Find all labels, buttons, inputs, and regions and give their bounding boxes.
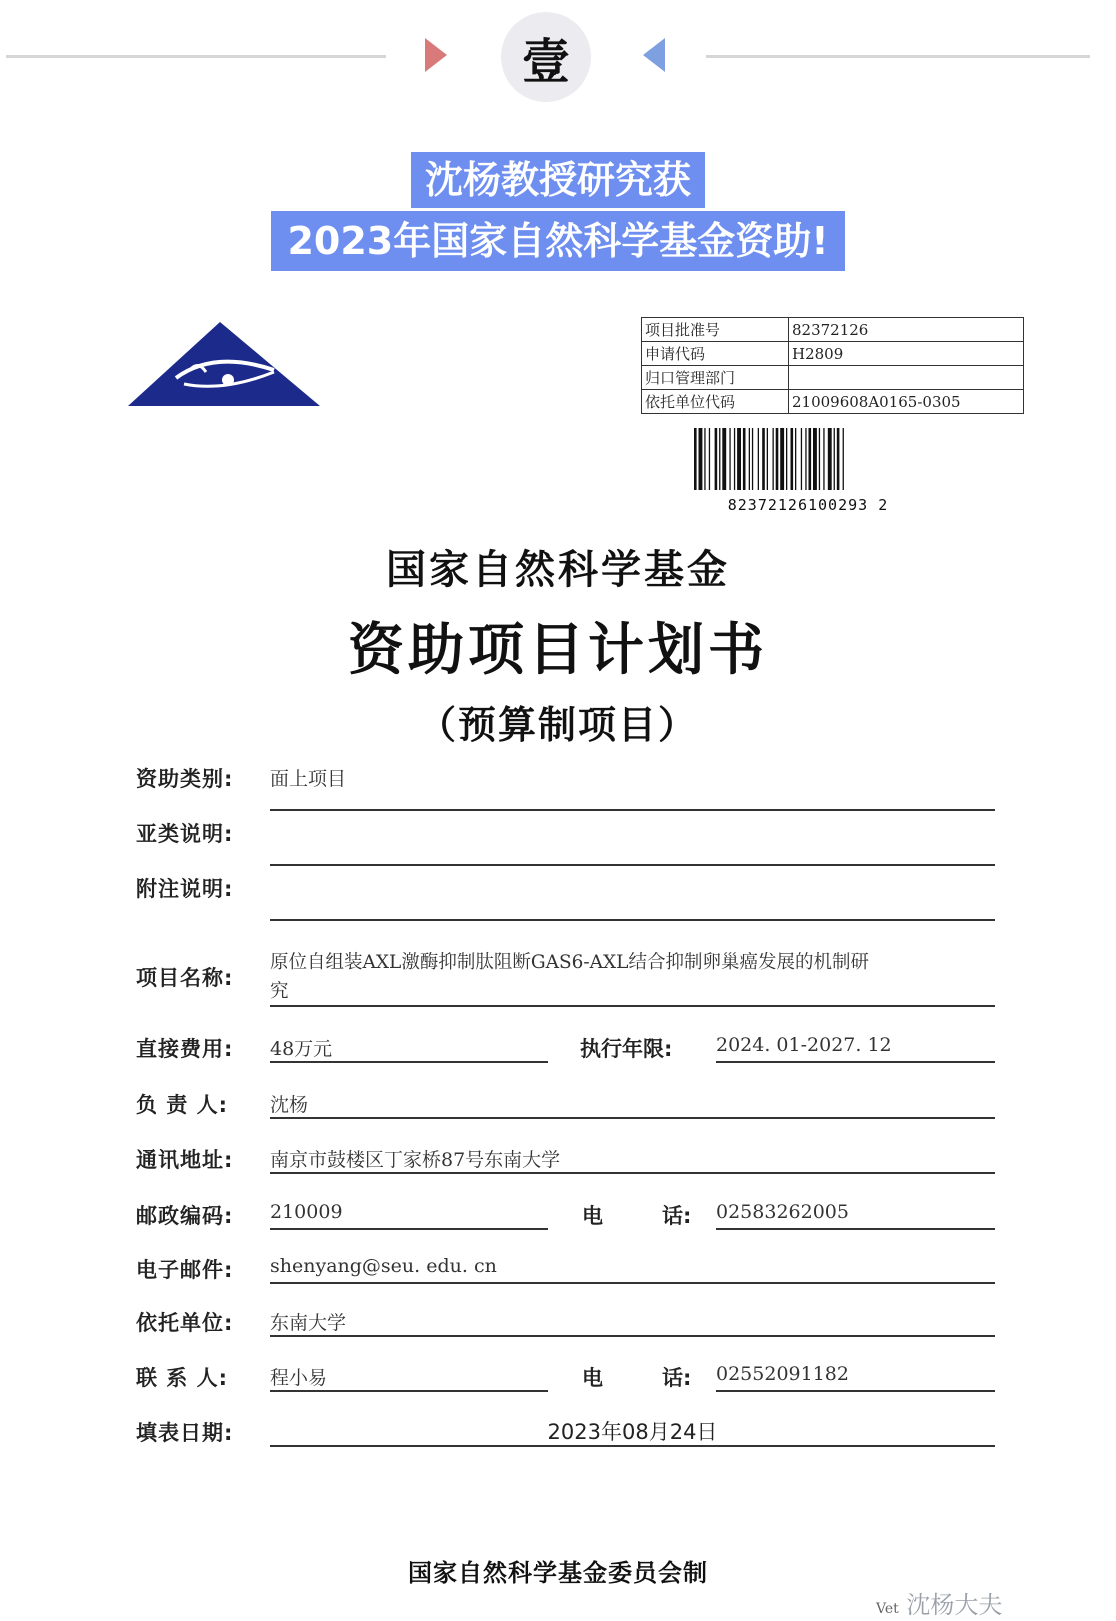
watermark xyxy=(876,1585,1002,1620)
barcode-bar xyxy=(694,428,697,490)
contact-phone-label-part-2: 话: xyxy=(662,1366,692,1390)
subtype-underline xyxy=(270,864,995,866)
info-key: 归口管理部门 xyxy=(642,366,789,390)
address-label: 通讯地址: xyxy=(136,1148,234,1172)
barcode-bar xyxy=(704,428,705,490)
barcode-bar xyxy=(795,428,796,490)
barcode-bar xyxy=(719,428,720,490)
project-info-table xyxy=(641,317,1024,414)
email-label: 电子邮件: xyxy=(136,1258,234,1282)
barcode-bar xyxy=(843,428,844,490)
period-label: 执行年限: xyxy=(580,1037,673,1061)
date-value: 2023年08月24日 xyxy=(547,1420,718,1444)
issuer-footer: 国家自然科学基金委员会制 xyxy=(408,1559,708,1587)
contact-phone-underline xyxy=(716,1390,995,1392)
arrow-left-icon xyxy=(643,38,665,72)
barcode-bar xyxy=(762,428,765,490)
barcode-bar xyxy=(813,428,817,490)
address-value: 南京市鼓楼区丁家桥87号东南大学 xyxy=(270,1149,561,1171)
phone-underline xyxy=(716,1228,995,1230)
barcode-bar xyxy=(722,428,726,490)
table-row xyxy=(642,390,1024,414)
postcode-underline xyxy=(270,1228,548,1230)
barcode-bar xyxy=(734,428,735,490)
email-underline xyxy=(270,1282,995,1284)
funding-type-label: 资助类别: xyxy=(136,767,234,791)
barcode-bar xyxy=(737,428,741,490)
table-row xyxy=(642,366,1024,390)
barcode-bar xyxy=(699,428,703,490)
barcode-bar xyxy=(758,428,759,490)
phone-label-part-1: 电 xyxy=(582,1204,603,1228)
address-underline xyxy=(270,1172,995,1174)
funding-type-value: 面上项目 xyxy=(270,768,347,790)
arrow-right-icon xyxy=(425,38,447,72)
document-title-org: 国家自然科学基金 xyxy=(386,547,730,593)
barcode-bar xyxy=(837,428,840,490)
barcode-icon xyxy=(694,428,922,498)
info-value: 82372126 xyxy=(789,318,1024,342)
barcode-bar xyxy=(773,428,774,490)
contact-phone-label-part-1: 电 xyxy=(582,1366,603,1390)
barcode-bar xyxy=(819,428,820,490)
contact-phone-value: 02552091182 xyxy=(716,1363,849,1385)
barcode-bar xyxy=(801,428,802,490)
postcode-value: 210009 xyxy=(270,1201,343,1223)
barcode-number: 82372126100293 2 xyxy=(727,496,889,514)
info-value: 21009608A0165-0305 xyxy=(789,390,1024,414)
date-label: 填表日期: xyxy=(136,1421,234,1445)
barcode-bar xyxy=(709,428,710,490)
institution-label: 依托单位: xyxy=(136,1311,234,1335)
info-key: 依托单位代码 xyxy=(642,390,789,414)
project-name-line-2: 究 xyxy=(270,981,289,1002)
contact-value: 程小易 xyxy=(270,1367,328,1389)
project-name-label: 项目名称: xyxy=(136,966,234,990)
direct-cost-label: 直接费用: xyxy=(136,1037,234,1061)
contact-underline xyxy=(270,1390,548,1392)
subtype-label: 亚类说明: xyxy=(136,822,234,846)
divider-right xyxy=(706,55,1090,58)
period-value: 2024. 01-2027. 12 xyxy=(716,1034,892,1056)
barcode-bar xyxy=(823,428,824,490)
contact-label: 联 系 人: xyxy=(136,1366,229,1390)
email-value: shenyang@seu. edu. cn xyxy=(270,1255,497,1277)
section-ordinal-badge: 壹 xyxy=(501,12,591,102)
phone-value: 02583262005 xyxy=(716,1201,849,1223)
period-underline xyxy=(716,1061,995,1063)
info-value xyxy=(789,366,1024,390)
headline-line-2: 2023年国家自然科学基金资助! xyxy=(0,211,1116,271)
institution-underline xyxy=(270,1335,995,1337)
pi-label: 负 责 人: xyxy=(136,1093,229,1117)
barcode-bar xyxy=(834,428,835,490)
headline-line-1: 沈杨教授研究获 xyxy=(0,152,1116,208)
watermark-name: 沈杨大夫 xyxy=(906,1591,1003,1619)
document-subtitle: （预算制项目） xyxy=(417,703,698,747)
direct-cost-underline xyxy=(270,1061,548,1063)
barcode-bar xyxy=(780,428,784,490)
phone-label-part-2: 话: xyxy=(662,1204,692,1228)
date-underline xyxy=(270,1445,995,1447)
pi-value: 沈杨 xyxy=(270,1094,309,1116)
info-key: 项目批准号 xyxy=(642,318,789,342)
funding-type-underline xyxy=(270,809,995,811)
institution-value: 东南大学 xyxy=(270,1312,347,1334)
postcode-label: 邮政编码: xyxy=(136,1204,234,1228)
watermark-prefix: Vet xyxy=(876,1601,899,1617)
table-row xyxy=(642,318,1024,342)
note-underline xyxy=(270,919,995,921)
project-name-line-1: 原位自组装AXL激酶抑制肽阻断GAS6-AXL结合抑制卵巢癌发展的机制研 xyxy=(270,952,869,973)
barcode-bar xyxy=(749,428,750,490)
note-label: 附注说明: xyxy=(136,877,234,901)
direct-cost-value: 48万元 xyxy=(270,1038,333,1060)
divider-left xyxy=(6,55,386,58)
barcode-bar xyxy=(743,428,746,490)
barcode-bar xyxy=(767,428,768,490)
project-name-underline xyxy=(270,1005,995,1007)
pi-underline xyxy=(270,1117,995,1119)
barcode-bar xyxy=(809,428,812,490)
info-value: H2809 xyxy=(789,342,1024,366)
barcode-bar xyxy=(729,428,730,490)
table-row xyxy=(642,342,1024,366)
document-title: 资助项目计划书 xyxy=(348,618,768,683)
barcode-bar xyxy=(752,428,753,490)
barcode-bar xyxy=(791,428,794,490)
nsfc-logo-icon xyxy=(124,320,324,412)
barcode-bar xyxy=(828,428,832,490)
info-key: 申请代码 xyxy=(642,342,789,366)
barcode-bar xyxy=(786,428,787,490)
barcode-bar xyxy=(805,428,806,490)
barcode-bar xyxy=(776,428,779,490)
barcode-bar xyxy=(715,428,718,490)
